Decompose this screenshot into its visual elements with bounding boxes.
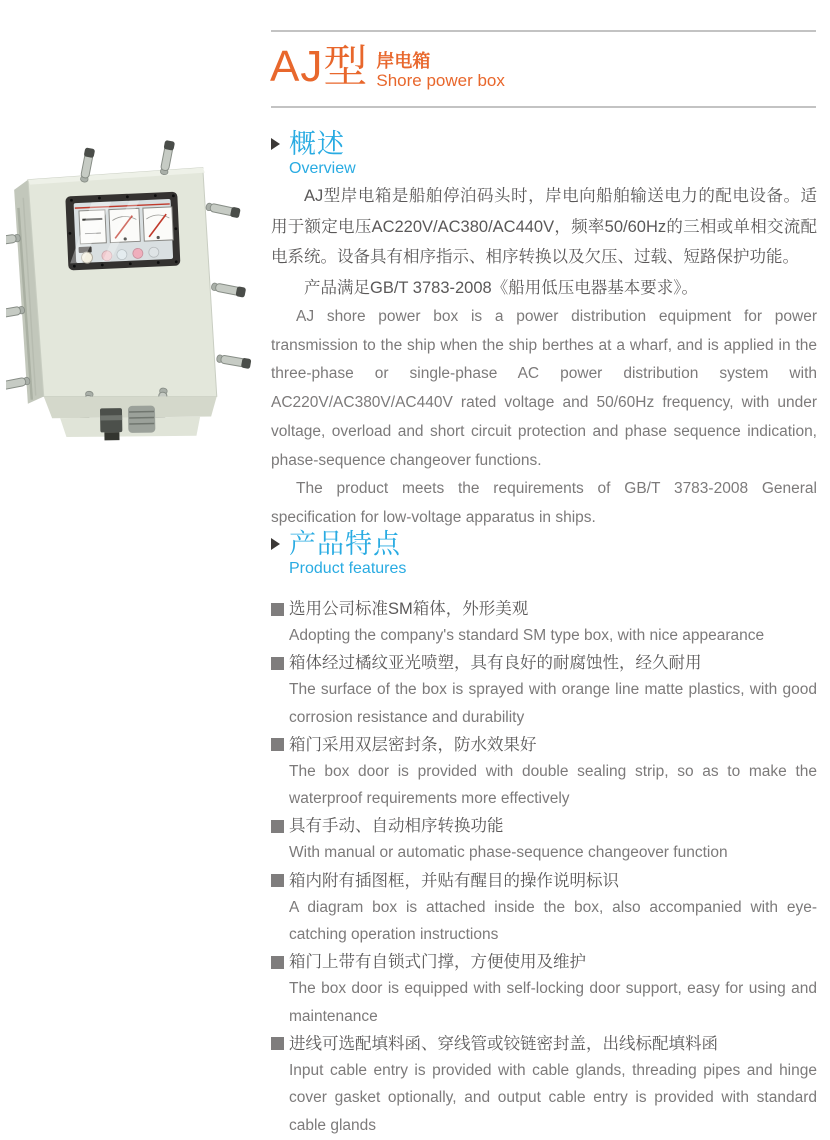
square-bullet-icon: [271, 603, 284, 616]
feature-zh-line: [271, 732, 817, 758]
top-rule: [271, 30, 816, 32]
triangle-right-icon: [271, 138, 280, 150]
square-bullet-icon: [271, 956, 284, 969]
title-en: Shore power box: [376, 71, 505, 91]
feature-zh-line: [271, 596, 817, 622]
feature-zh-line: [271, 868, 817, 894]
feature-zh-text: 选用公司标准SM箱体，外形美观: [289, 596, 528, 622]
square-bullet-icon: [271, 738, 284, 751]
feature-en-text: Input cable entry is provided with cable glands, threading pipes and hinge cover gasket optionally, and output cable entry is provided with standard cable glands: [289, 1057, 817, 1139]
feature-zh-text: 箱内附有插图框，并贴有醒目的操作说明标识: [289, 868, 619, 894]
feature-zh-text: 具有手动、自动相序转换功能: [289, 813, 504, 839]
overview-en-paragraph: AJ shore power box is a power distribution equipment for power transmission to the ship when the ship berthes at a wharf, and is applied in the three-phase or single-phase AC power distribution system with AC220V/AC380V/AC440V rated voltage and 50/60Hz frequency, with under voltage, overload and short circuit protection and phase sequence indication, phase-sequence changeover functions.: [271, 303, 817, 475]
overview-section-header: [271, 129, 356, 179]
overview-english-text: [271, 303, 817, 533]
feature-zh-line: [271, 650, 817, 676]
features-heading-zh: 产品特点: [289, 529, 406, 559]
overview-heading-en: Overview: [289, 159, 356, 179]
overview-zh-paragraph: 产品满足GB/T 3783-2008《船用低压电器基本要求》。: [271, 273, 817, 304]
features-heading-en: Product features: [289, 559, 406, 579]
feature-en-text: The box door is provided with double sealing strip, so as to make the waterproof requirements more effectively: [289, 758, 817, 813]
model-name: AJ型: [270, 42, 368, 92]
feature-item: [271, 949, 817, 1030]
analog-meter-ammeter-2: [143, 207, 173, 241]
overview-zh-paragraph: AJ型岸电箱是船舶停泊码头时，岸电向船舶输送电力的配电设备。适用于额定电压AC220V/AC380/AC440V，频率50/60Hz的三相或单相交流配电系统。设备具有相序指示、相序转换以及欠压、过载、短路保护功能。: [271, 181, 817, 273]
product-photo: [6, 136, 264, 462]
features-list: [271, 596, 817, 1140]
feature-zh-line: [271, 949, 817, 975]
square-bullet-icon: [271, 874, 284, 887]
overview-en-paragraph: The product meets the requirements of GB/T 3783-2008 General specification for low-voltage apparatus in ships.: [271, 475, 817, 532]
feature-zh-text: 箱门采用双层密封条，防水效果好: [289, 732, 537, 758]
meter-window: [65, 192, 180, 271]
square-bullet-icon: [271, 820, 284, 833]
feature-item: [271, 596, 817, 649]
feature-zh-text: 箱体经过橘纹亚光喷塑，具有良好的耐腐蚀性，经久耐用: [289, 650, 702, 676]
feature-zh-line: [271, 813, 817, 839]
page-title: [270, 42, 505, 92]
triangle-right-icon: [271, 538, 280, 550]
feature-zh-text: 进线可选配填料函、穿线管或铰链密封盖，出线标配填料函: [289, 1031, 718, 1057]
square-bullet-icon: [271, 657, 284, 670]
feature-item: [271, 732, 817, 813]
feature-item: [271, 868, 817, 949]
feature-en-text: The box door is equipped with self-locking door support, easy for using and maintenance: [289, 975, 817, 1030]
title-zh: 岸电箱: [376, 51, 505, 71]
square-bullet-icon: [271, 1037, 284, 1050]
overview-heading-zh: 概述: [289, 129, 356, 159]
feature-en-text: Adopting the company's standard SM type box, with nice appearance: [289, 622, 817, 649]
feature-zh-text: 箱门上带有自锁式门撑，方便使用及维护: [289, 949, 586, 975]
feature-en-text: A diagram box is attached inside the box, also accompanied with eye-catching operation instructions: [289, 894, 817, 949]
features-section-header: [271, 529, 406, 579]
overview-chinese-text: [271, 181, 817, 303]
feature-item: [271, 1031, 817, 1139]
feature-zh-line: [271, 1031, 817, 1057]
header-rule: [271, 106, 816, 108]
feature-en-text: With manual or automatic phase-sequence changeover function: [289, 839, 817, 866]
feature-item: [271, 650, 817, 731]
feature-en-text: The surface of the box is sprayed with orange line matte plastics, with good corrosion resistance and durability: [289, 676, 817, 731]
feature-item: [271, 813, 817, 866]
